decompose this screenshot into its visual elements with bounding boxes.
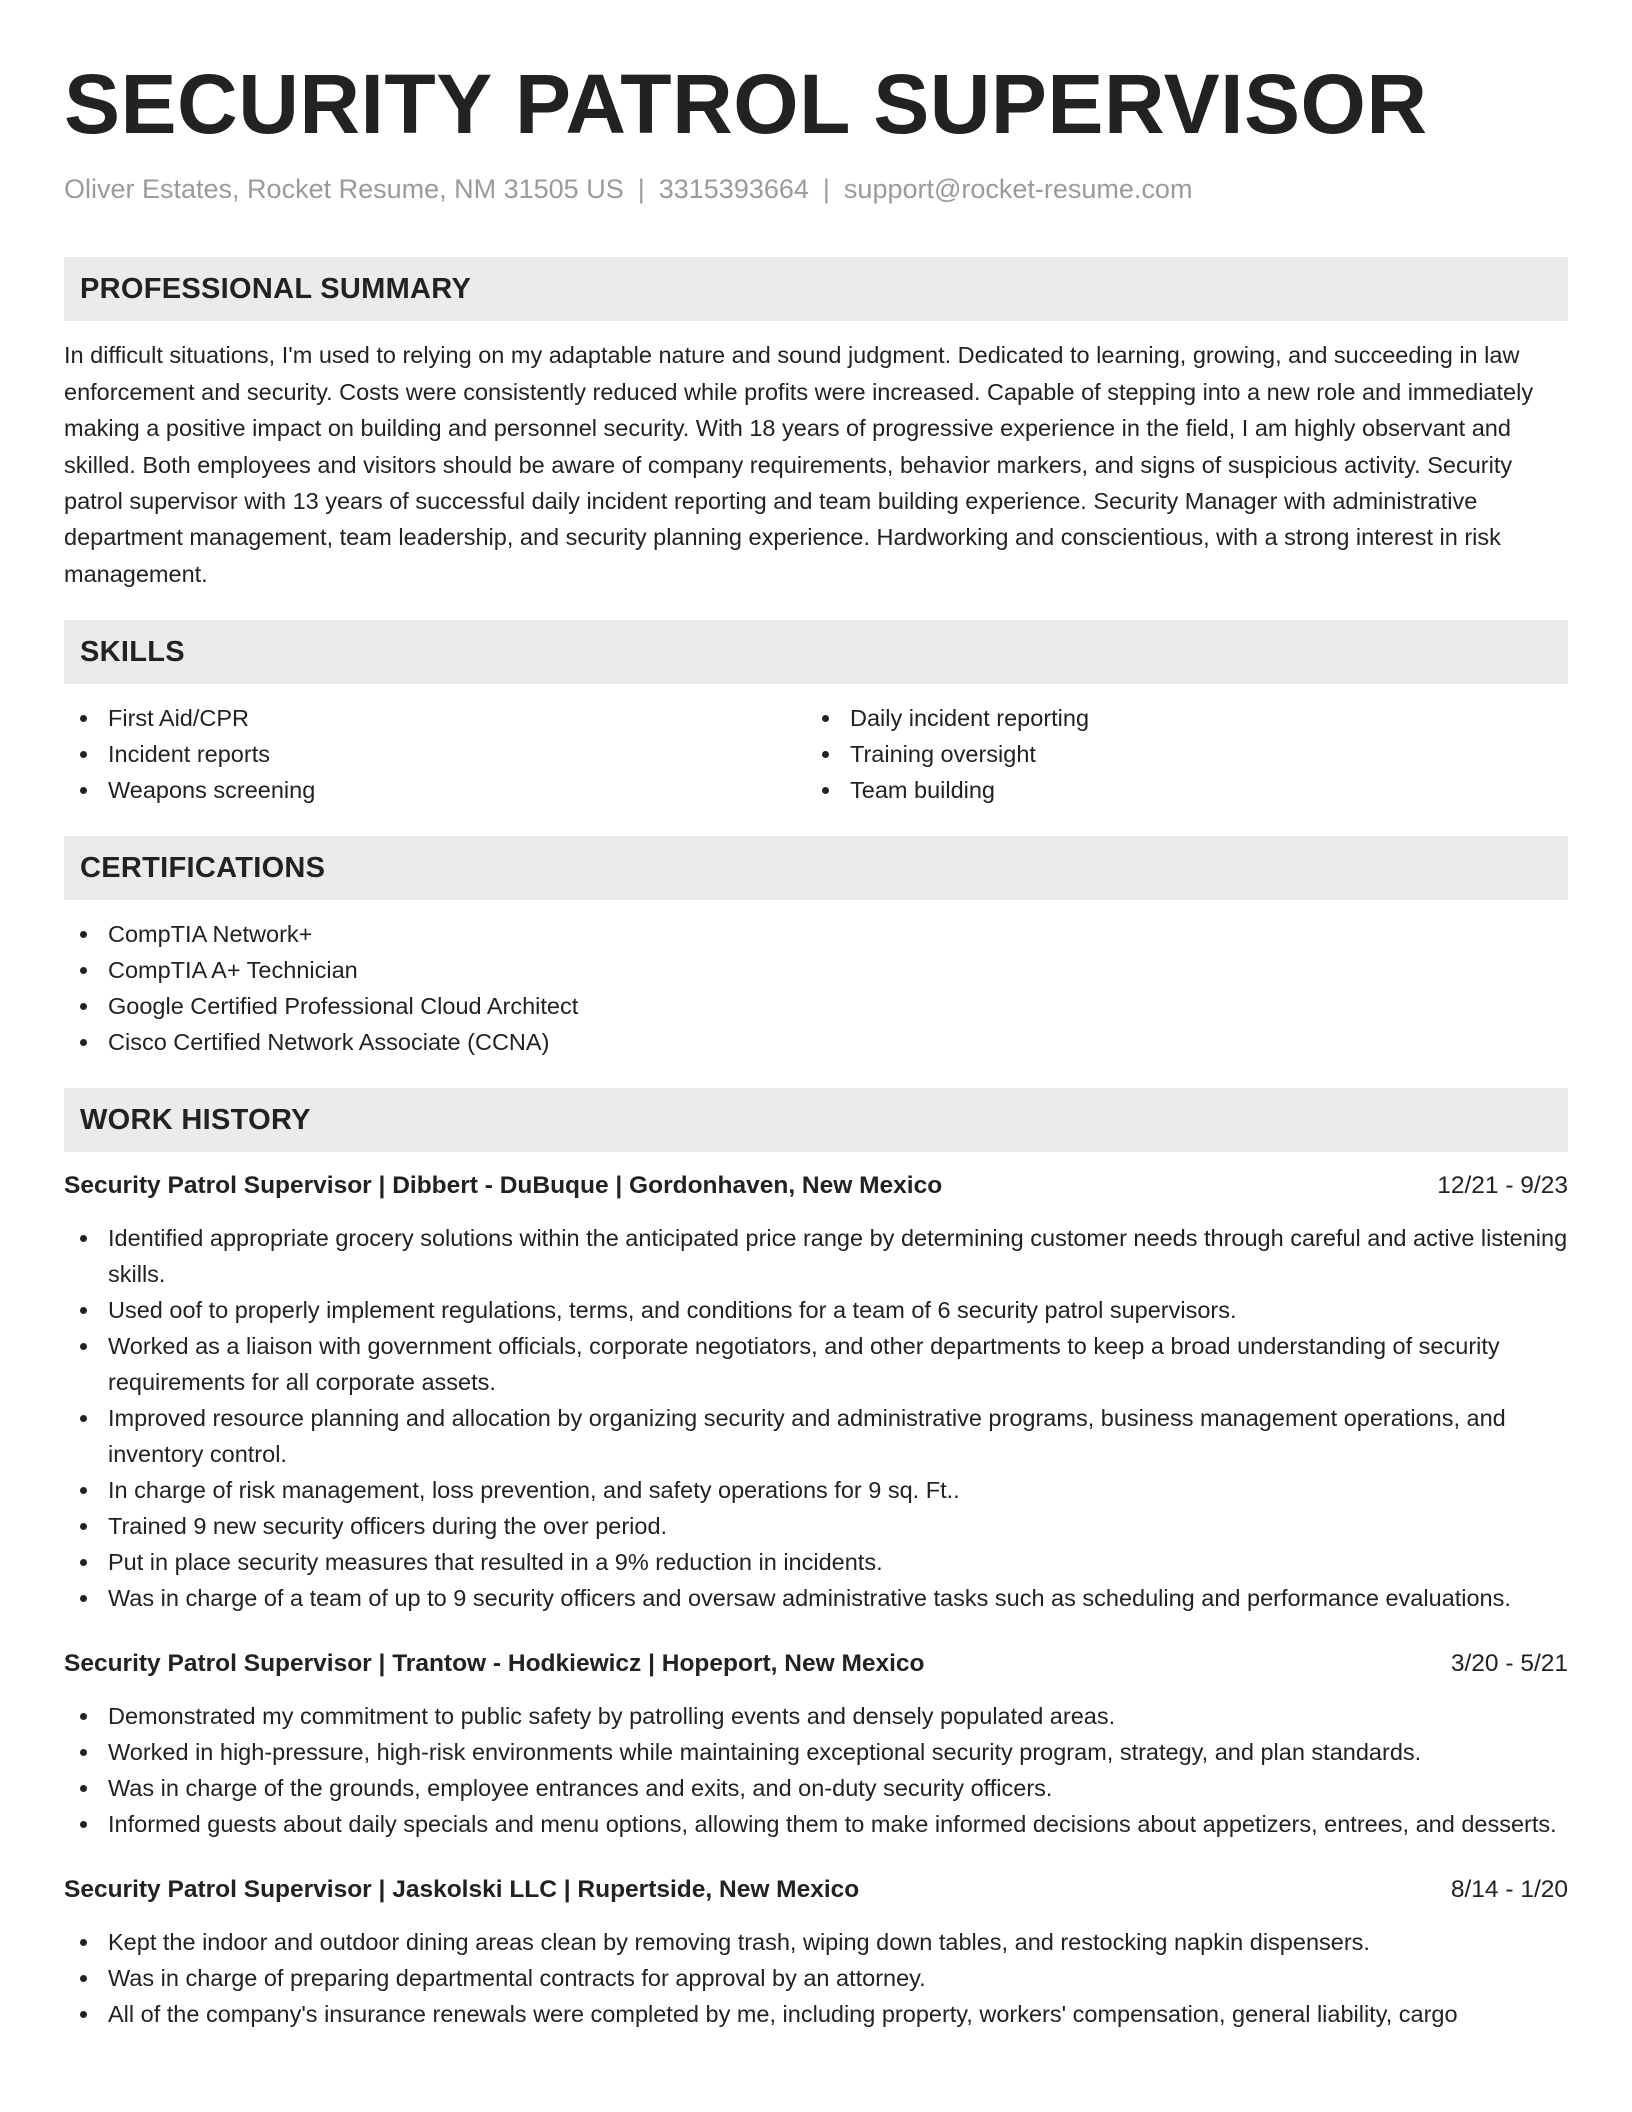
- job-title-row: [64, 1646, 1568, 1682]
- job-bullet: Put in place security measures that resulted in a 9% reduction in incidents.: [64, 1544, 1568, 1580]
- certification-item: CompTIA A+ Technician: [64, 952, 1568, 988]
- job-dates: 8/14 - 1/20: [1450, 1876, 1568, 1904]
- job-bullet: Was in charge of preparing departmental contracts for approval by an attorney.: [64, 1960, 1568, 1996]
- certification-item: Google Certified Professional Cloud Architect: [64, 988, 1568, 1024]
- skill-item: Training oversight: [806, 736, 1548, 772]
- section-header-certifications: CERTIFICATIONS: [64, 836, 1568, 900]
- skills-column-right: [806, 700, 1548, 808]
- job-title: Security Patrol Supervisor | Trantow - Hodkiewicz | Hopeport, New Mexico: [64, 1650, 925, 1678]
- contact-address: Oliver Estates, Rocket Resume, NM 31505 US: [64, 174, 624, 204]
- certifications-list: [64, 916, 1568, 1060]
- job-bullet: Trained 9 new security officers during the over period.: [64, 1508, 1568, 1544]
- contact-line: [64, 173, 1568, 205]
- section-header-skills: SKILLS: [64, 620, 1568, 684]
- job-bullets: [64, 1698, 1568, 1842]
- resume-page: [64, 0, 1568, 2032]
- job-bullet: Demonstrated my commitment to public safety by patrolling events and densely populated areas.: [64, 1698, 1568, 1734]
- job-bullet: Improved resource planning and allocation by organizing security and administrative programs, business management operations, and inventory control.: [64, 1400, 1568, 1472]
- job-title: Security Patrol Supervisor | Jaskolski LLC | Rupertside, New Mexico: [64, 1876, 860, 1904]
- job-bullet: All of the company's insurance renewals were completed by me, including property, workers' compensation, general liability, cargo: [64, 1996, 1568, 2032]
- skill-item: First Aid/CPR: [64, 700, 806, 736]
- job-bullet: Informed guests about daily specials and menu options, allowing them to make informed decisions about appetizers, entrees, and desserts.: [64, 1806, 1568, 1842]
- skill-item: Weapons screening: [64, 772, 806, 808]
- job-bullets: [64, 1924, 1568, 2032]
- job-bullet: Was in charge of a team of up to 9 security officers and oversaw administrative tasks such as scheduling and performance evaluations.: [64, 1580, 1568, 1616]
- job-bullet: In charge of risk management, loss prevention, and safety operations for 9 sq. Ft..: [64, 1472, 1568, 1508]
- skill-item: Daily incident reporting: [806, 700, 1548, 736]
- job-title: Security Patrol Supervisor | Dibbert - DuBuque | Gordonhaven, New Mexico: [64, 1172, 943, 1200]
- job-dates: 12/21 - 9/23: [1437, 1172, 1568, 1200]
- skills-column-left: [64, 700, 806, 808]
- job-bullets: [64, 1220, 1568, 1616]
- job-entry: [64, 1872, 1568, 2032]
- job-dates: 3/20 - 5/21: [1450, 1650, 1568, 1678]
- certification-item: CompTIA Network+: [64, 916, 1568, 952]
- contact-email: support@rocket-resume.com: [843, 174, 1193, 204]
- skill-item: Team building: [806, 772, 1548, 808]
- contact-separator: |: [822, 174, 830, 204]
- certification-item: Cisco Certified Network Associate (CCNA): [64, 1024, 1568, 1060]
- skill-item: Incident reports: [64, 736, 806, 772]
- job-bullet: Was in charge of the grounds, employee entrances and exits, and on-duty security officers.: [64, 1770, 1568, 1806]
- skills-list: [64, 700, 1568, 808]
- job-bullet: Used oof to properly implement regulations, terms, and conditions for a team of 6 security patrol supervisors.: [64, 1292, 1568, 1328]
- section-header-summary: PROFESSIONAL SUMMARY: [64, 257, 1568, 321]
- job-title-row: [64, 1872, 1568, 1908]
- job-entry: [64, 1646, 1568, 1842]
- job-bullet: Identified appropriate grocery solutions within the anticipated price range by determining customer needs through careful and active listening skills.: [64, 1220, 1568, 1292]
- job-bullet: Worked in high-pressure, high-risk environments while maintaining exceptional security program, strategy, and plan standards.: [64, 1734, 1568, 1770]
- job-bullet: Kept the indoor and outdoor dining areas clean by removing trash, wiping down tables, and restocking napkin dispensers.: [64, 1924, 1568, 1960]
- summary-paragraph: In difficult situations, I'm used to relying on my adaptable nature and sound judgment. Dedicated to learning, growing, and succeeding in law enforcement and security. Costs were consistently reduced while profits were increased. Capable of stepping into a new role and immediately making a positive impact on building and personnel security. With 18 years of progressive experience in the field, I am highly observant and skilled. Both employees and visitors should be aware of company requirements, behavior markers, and signs of suspicious activity. Security patrol supervisor with 13 years of successful daily incident reporting and team building experience. Security Manager with administrative department management, team leadership, and security planning experience. Hardworking and conscientious, with a strong interest in risk management.: [64, 342, 1534, 587]
- section-header-work-history: WORK HISTORY: [64, 1088, 1568, 1152]
- job-entry: [64, 1168, 1568, 1616]
- job-bullet: Worked as a liaison with government officials, corporate negotiators, and other departments to keep a broad understanding of security requirements for all corporate assets.: [64, 1328, 1568, 1400]
- contact-phone: 3315393664: [658, 174, 809, 204]
- resume-name-heading: SECURITY PATROL SUPERVISOR: [64, 57, 1428, 151]
- job-title-row: [64, 1168, 1568, 1204]
- contact-separator: |: [637, 174, 645, 204]
